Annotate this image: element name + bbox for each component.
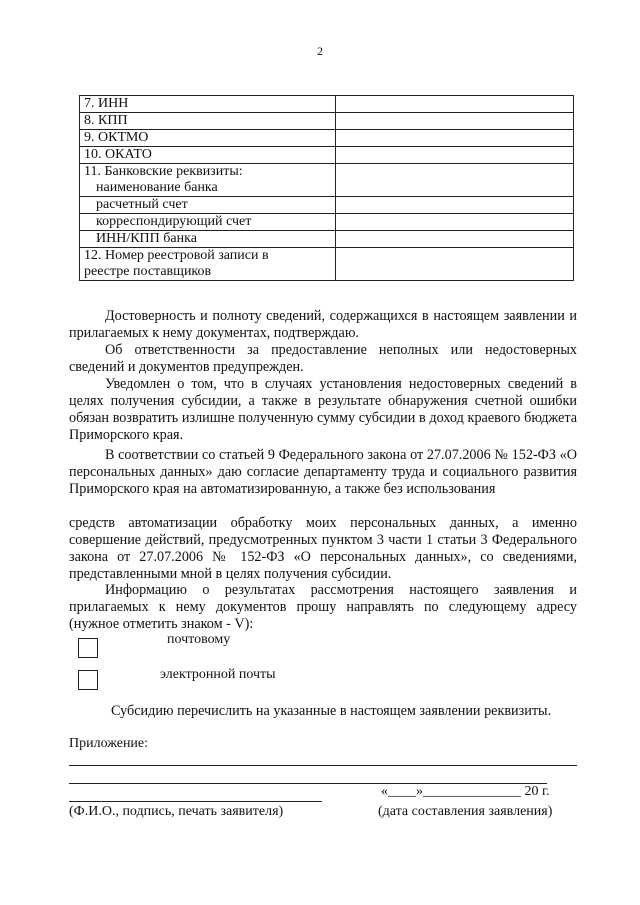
date-caption: (дата составления заявления) (378, 804, 553, 819)
row-value[interactable] (336, 147, 574, 164)
row-label: 8. КПП (80, 113, 336, 130)
signature-line[interactable] (69, 801, 322, 802)
row-value[interactable] (336, 231, 574, 248)
registry-line: реестре поставщиков (84, 264, 212, 279)
registry-line: 12. Номер реестровой записи в (84, 248, 269, 263)
bank-item: ИНН/КПП банка (80, 231, 336, 248)
row-value[interactable] (336, 113, 574, 130)
email-checkbox[interactable] (78, 670, 98, 690)
paragraph-consent: В соответствии со статьей 9 Федерального закона от 27.07.2006 № 152-ФЗ «О персональных данных» даю согласие департаменту труда и социального развития Приморского края на автоматизированную, а также без использования (69, 447, 577, 497)
row-label: 9. ОКТМО (80, 130, 336, 147)
date-line: «____»______________ 20 г. (381, 784, 550, 799)
paragraph-address: Информацию о результатах рассмотрения настоящего заявления и прилагаемых к нему документов прошу направлять по следующему адресу (нужное отметить знаком - V): (69, 582, 577, 632)
row-value[interactable] (336, 214, 574, 231)
table-row (80, 214, 574, 231)
row-label: 7. ИНН (80, 96, 336, 113)
table-row (80, 197, 574, 214)
table-row (80, 231, 574, 248)
attachment-line[interactable] (69, 765, 577, 766)
postal-option-label: почтовому (167, 632, 231, 647)
bank-title: 11. Банковские реквизиты: (84, 164, 243, 179)
postal-checkbox[interactable] (78, 638, 98, 658)
registry-label (80, 248, 336, 281)
bank-item: расчетный счет (80, 197, 336, 214)
table-row (80, 130, 574, 147)
paragraph-notified: Уведомлен о том, что в случаях установления недостоверных сведений в целях получения субсидии, а также в результате обнаружения счетной ошибки обязан возвратить излишне полученную сумму субсидии в доход краевого бюджета Приморского края. (69, 376, 577, 443)
table-row (80, 113, 574, 130)
page-number: 2 (317, 44, 323, 58)
bank-item: наименование банка (96, 180, 218, 195)
transfer-note: Субсидию перечислить на указанные в настоящем заявлении реквизиты. (111, 703, 552, 719)
row-value[interactable] (336, 96, 574, 113)
paragraph-confirmation: Достоверность и полноту сведений, содержащихся в настоящем заявлении и прилагаемых к нему документах, подтверждаю. (69, 308, 577, 341)
table-row (80, 248, 574, 281)
row-value[interactable] (336, 197, 574, 214)
paragraph-responsibility: Об ответственности за предоставление неполных или недостоверных сведений и документов предупрежден. (69, 342, 577, 375)
table-row (80, 147, 574, 164)
row-value[interactable] (336, 164, 574, 197)
paragraph-consent-continued: средств автоматизации обработку моих персональных данных, а именно совершение действий, предусмотренных пунктом 3 части 1 статьи 3 Федерального закона от 27.07.2006 № 152-ФЗ «О персональных данных», со сведениями, представленными мной в целях получения субсидии. (69, 515, 577, 582)
table-row (80, 164, 574, 197)
row-value[interactable] (336, 130, 574, 147)
row-label: 10. ОКАТО (80, 147, 336, 164)
email-option-label: электронной почты (160, 667, 276, 682)
bank-label (80, 164, 336, 197)
table-row (80, 96, 574, 113)
bank-item: корреспондирующий счет (80, 214, 336, 231)
signature-caption: (Ф.И.О., подпись, печать заявителя) (69, 804, 284, 819)
requisites-table (79, 95, 574, 281)
row-value[interactable] (336, 248, 574, 281)
attachment-label: Приложение: (69, 736, 149, 751)
